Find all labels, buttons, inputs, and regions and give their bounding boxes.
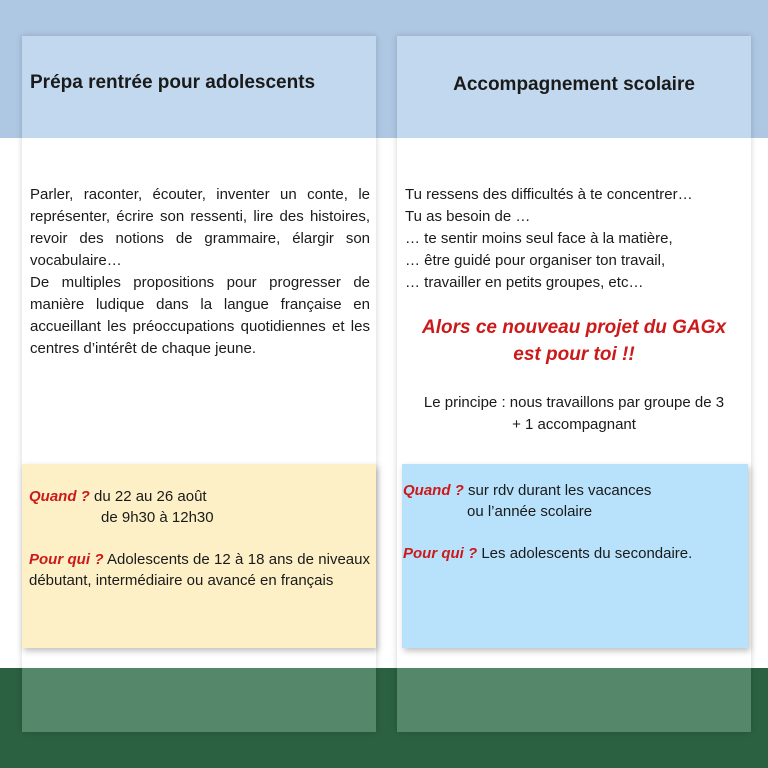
left-paragraph-1: Parler, raconter, écouter, inventer un conte, le représenter, écrire son ressenti, lire des histoires, revoir des notions de grammaire, élargir son vocabulaire… <box>30 186 370 269</box>
left-who-row <box>29 549 370 591</box>
right-panel <box>397 36 751 732</box>
project-highlight <box>397 314 751 368</box>
left-when-label: Quand ? <box>29 488 90 505</box>
left-when-hours: de 9h30 à 12h30 <box>101 509 214 526</box>
right-line-2: Tu as besoin de … <box>405 208 531 225</box>
left-when-dates: du 22 au 26 août <box>89 488 207 505</box>
left-panel-title: Prépa rentrée pour adolescents <box>30 72 316 93</box>
left-paragraph-2: De multiples propositions pour progresser de manière ludique dans la langue française en accueillant les préoccupations quotidiennes et les centres d’intérêt de chaque jeune. <box>30 274 370 357</box>
right-line-4: … être guidé pour organiser ton travail, <box>405 252 666 269</box>
right-line-3: … te sentir moins seul face à la matière, <box>405 230 673 247</box>
left-panel <box>22 36 376 732</box>
right-info-box <box>402 464 748 648</box>
highlight-line-2: est pour toi !! <box>513 344 635 365</box>
left-panel-footer <box>22 668 376 732</box>
principle-text <box>397 392 751 436</box>
highlight-line-1: Alors ce nouveau projet du GAGx <box>421 317 727 338</box>
right-line-1: Tu ressens des difficultés à te concentrer… <box>405 186 693 203</box>
principle-line-1: Le principe : nous travaillons par groupe de 3 <box>423 394 725 411</box>
right-description <box>405 184 745 294</box>
principle-line-2: + 1 accompagnant <box>512 416 636 433</box>
right-panel-title: Accompagnement scolaire <box>453 74 695 95</box>
right-line-5: … travailler en petits groupes, etc… <box>405 274 644 291</box>
left-panel-header <box>22 36 376 138</box>
right-who-text: Les adolescents du secondaire. <box>477 545 693 562</box>
right-when-row <box>403 480 742 501</box>
left-description <box>30 184 370 360</box>
right-who-label: Pour qui ? <box>403 545 478 562</box>
right-when-text-2: ou l’année scolaire <box>467 503 593 520</box>
left-info-box <box>22 464 376 648</box>
left-who-text: Adolescents de 12 à 18 ans de niveaux débutant, intermédiaire ou avancé en français <box>29 551 370 589</box>
right-when-label: Quand ? <box>403 482 464 499</box>
left-when-row <box>29 486 370 507</box>
right-panel-header <box>397 36 751 138</box>
left-who-label: Pour qui ? <box>29 551 104 568</box>
right-panel-footer <box>397 668 751 732</box>
right-who-row <box>403 543 742 564</box>
right-when-text: sur rdv durant les vacances <box>463 482 652 499</box>
